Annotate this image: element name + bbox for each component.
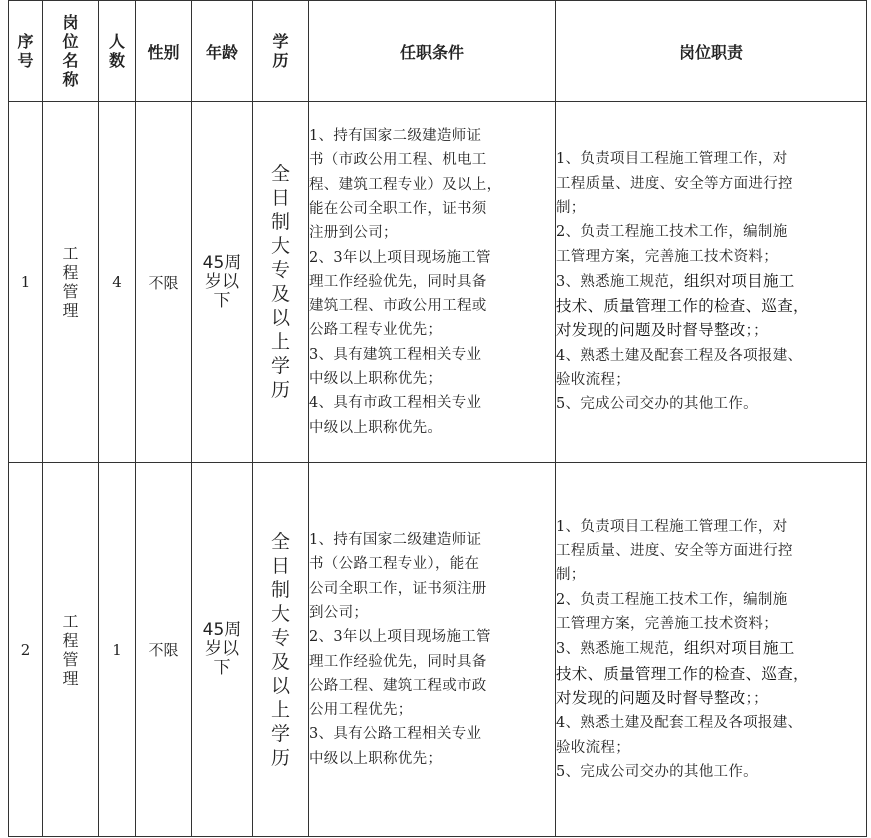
requirement-line: 到公司； [309,604,369,621]
duty-emphasis: 对发现的问题及时督导整改 [556,688,746,707]
row-education: 全日制大专及以上学历 [253,463,309,837]
requirement-line: 3、具有建筑工程相关专业 [309,346,482,363]
duty-line [556,636,866,661]
requirement-line: 程、建筑工程专业）及以上， [309,176,502,193]
duty-line: 制； [556,199,586,216]
duty-line: 工管理方案，完善施工技术资料； [556,616,778,633]
header-requirements: 任职条件 [309,1,556,102]
row-seq: 2 [9,463,43,837]
requirement-line: 公路工程专业优先； [309,322,443,339]
requirement-line: 中级以上职称优先； [309,371,443,388]
duty-line: 4、熟悉土建及配套工程及各项报建、 [556,347,803,364]
duty-line: 工管理方案，完善施工技术资料； [556,248,778,265]
duty-text: 3、熟悉施工规范， [556,641,684,658]
header-row [9,1,867,102]
duty-line [556,686,866,711]
header-gender: 性别 [136,1,192,102]
duty-line: 技术、质量管理工作的检查、巡查， [556,297,809,316]
header-age: 年龄 [192,1,253,102]
requirement-line: 3、具有公路工程相关专业 [309,726,482,743]
duty-emphasis: 组织对项目施工 [683,271,795,290]
requirement-line: 建筑工程、市政公用工程或 [309,298,487,315]
row-age: 45周岁以下 [192,463,253,837]
row-gender: 不限 [136,102,192,463]
row-seq: 1 [9,102,43,463]
requirement-line: 公司全职工作，证书须注册 [309,580,487,597]
duty-text: ；； [745,690,768,707]
row-duties [556,102,867,463]
requirement-line: 中级以上职称优先。 [309,419,443,436]
requirement-line: 中级以上职称优先； [309,750,443,767]
duty-line: 工程质量、进度、安全等方面进行控 [556,175,793,192]
duty-line: 5、完成公司交办的其他工作。 [556,763,758,780]
row-duties [556,463,867,837]
duty-text: ；； [745,323,768,340]
duty-line: 2、负责工程施工技术工作，编制施 [556,591,788,608]
header-seq: 序号 [9,1,43,102]
row-count: 1 [99,463,136,837]
requirement-line: 能在公司全职工作，证书须 [309,200,487,217]
duty-line: 1、负责项目工程施工管理工作，对 [556,151,788,168]
duty-line: 2、负责工程施工技术工作，编制施 [556,224,788,241]
requirement-line: 公用工程优先； [309,702,413,719]
requirement-line: 公路工程、建筑工程或市政 [309,677,487,694]
duty-emphasis: 对发现的问题及时督导整改 [556,321,746,340]
row-age: 45周岁以下 [192,102,253,463]
duty-line [556,318,866,343]
requirement-line: 1、持有国家二级建造师证 [309,532,482,549]
table-row [9,463,867,837]
requirement-line: 注册到公司； [309,225,398,242]
header-duties: 岗位职责 [556,1,867,102]
table-row [9,102,867,463]
duty-line: 验收流程； [556,739,630,756]
requirement-line: 1、持有国家二级建造师证 [309,128,482,145]
row-count: 4 [99,102,136,463]
duty-text: 3、熟悉施工规范， [556,273,684,290]
row-education: 全日制大专及以上学历 [253,102,309,463]
row-requirements [309,463,556,837]
requirement-line: 书（市政公用工程、机电工 [309,152,487,169]
requirement-line: 2、3年以上项目现场施工管 [309,629,491,646]
duty-emphasis: 组织对项目施工 [683,639,795,658]
header-education: 学历 [253,1,309,102]
duty-line: 工程质量、进度、安全等方面进行控 [556,543,793,560]
requirement-line: 理工作经验优先，同时具备 [309,653,487,670]
requirement-line: 理工作经验优先，同时具备 [309,273,487,290]
row-gender: 不限 [136,463,192,837]
recruitment-table [8,0,867,837]
duty-line: 1、负责项目工程施工管理工作，对 [556,518,788,535]
row-position: 工程管理 [43,102,99,463]
row-requirements [309,102,556,463]
requirement-line: 4、具有市政工程相关专业 [309,395,482,412]
row-position: 工程管理 [43,463,99,837]
duty-line [556,269,866,294]
requirement-line: 书（公路工程专业），能在 [309,556,480,573]
duty-line: 制； [556,567,586,584]
header-position: 岗位名称 [43,1,99,102]
duty-line: 5、完成公司交办的其他工作。 [556,396,758,413]
requirement-line: 2、3年以上项目现场施工管 [309,249,491,266]
duty-line: 技术、质量管理工作的检查、巡查， [556,664,809,683]
duty-line: 验收流程； [556,372,630,389]
duty-line: 4、熟悉土建及配套工程及各项报建、 [556,715,803,732]
header-count: 人数 [99,1,136,102]
